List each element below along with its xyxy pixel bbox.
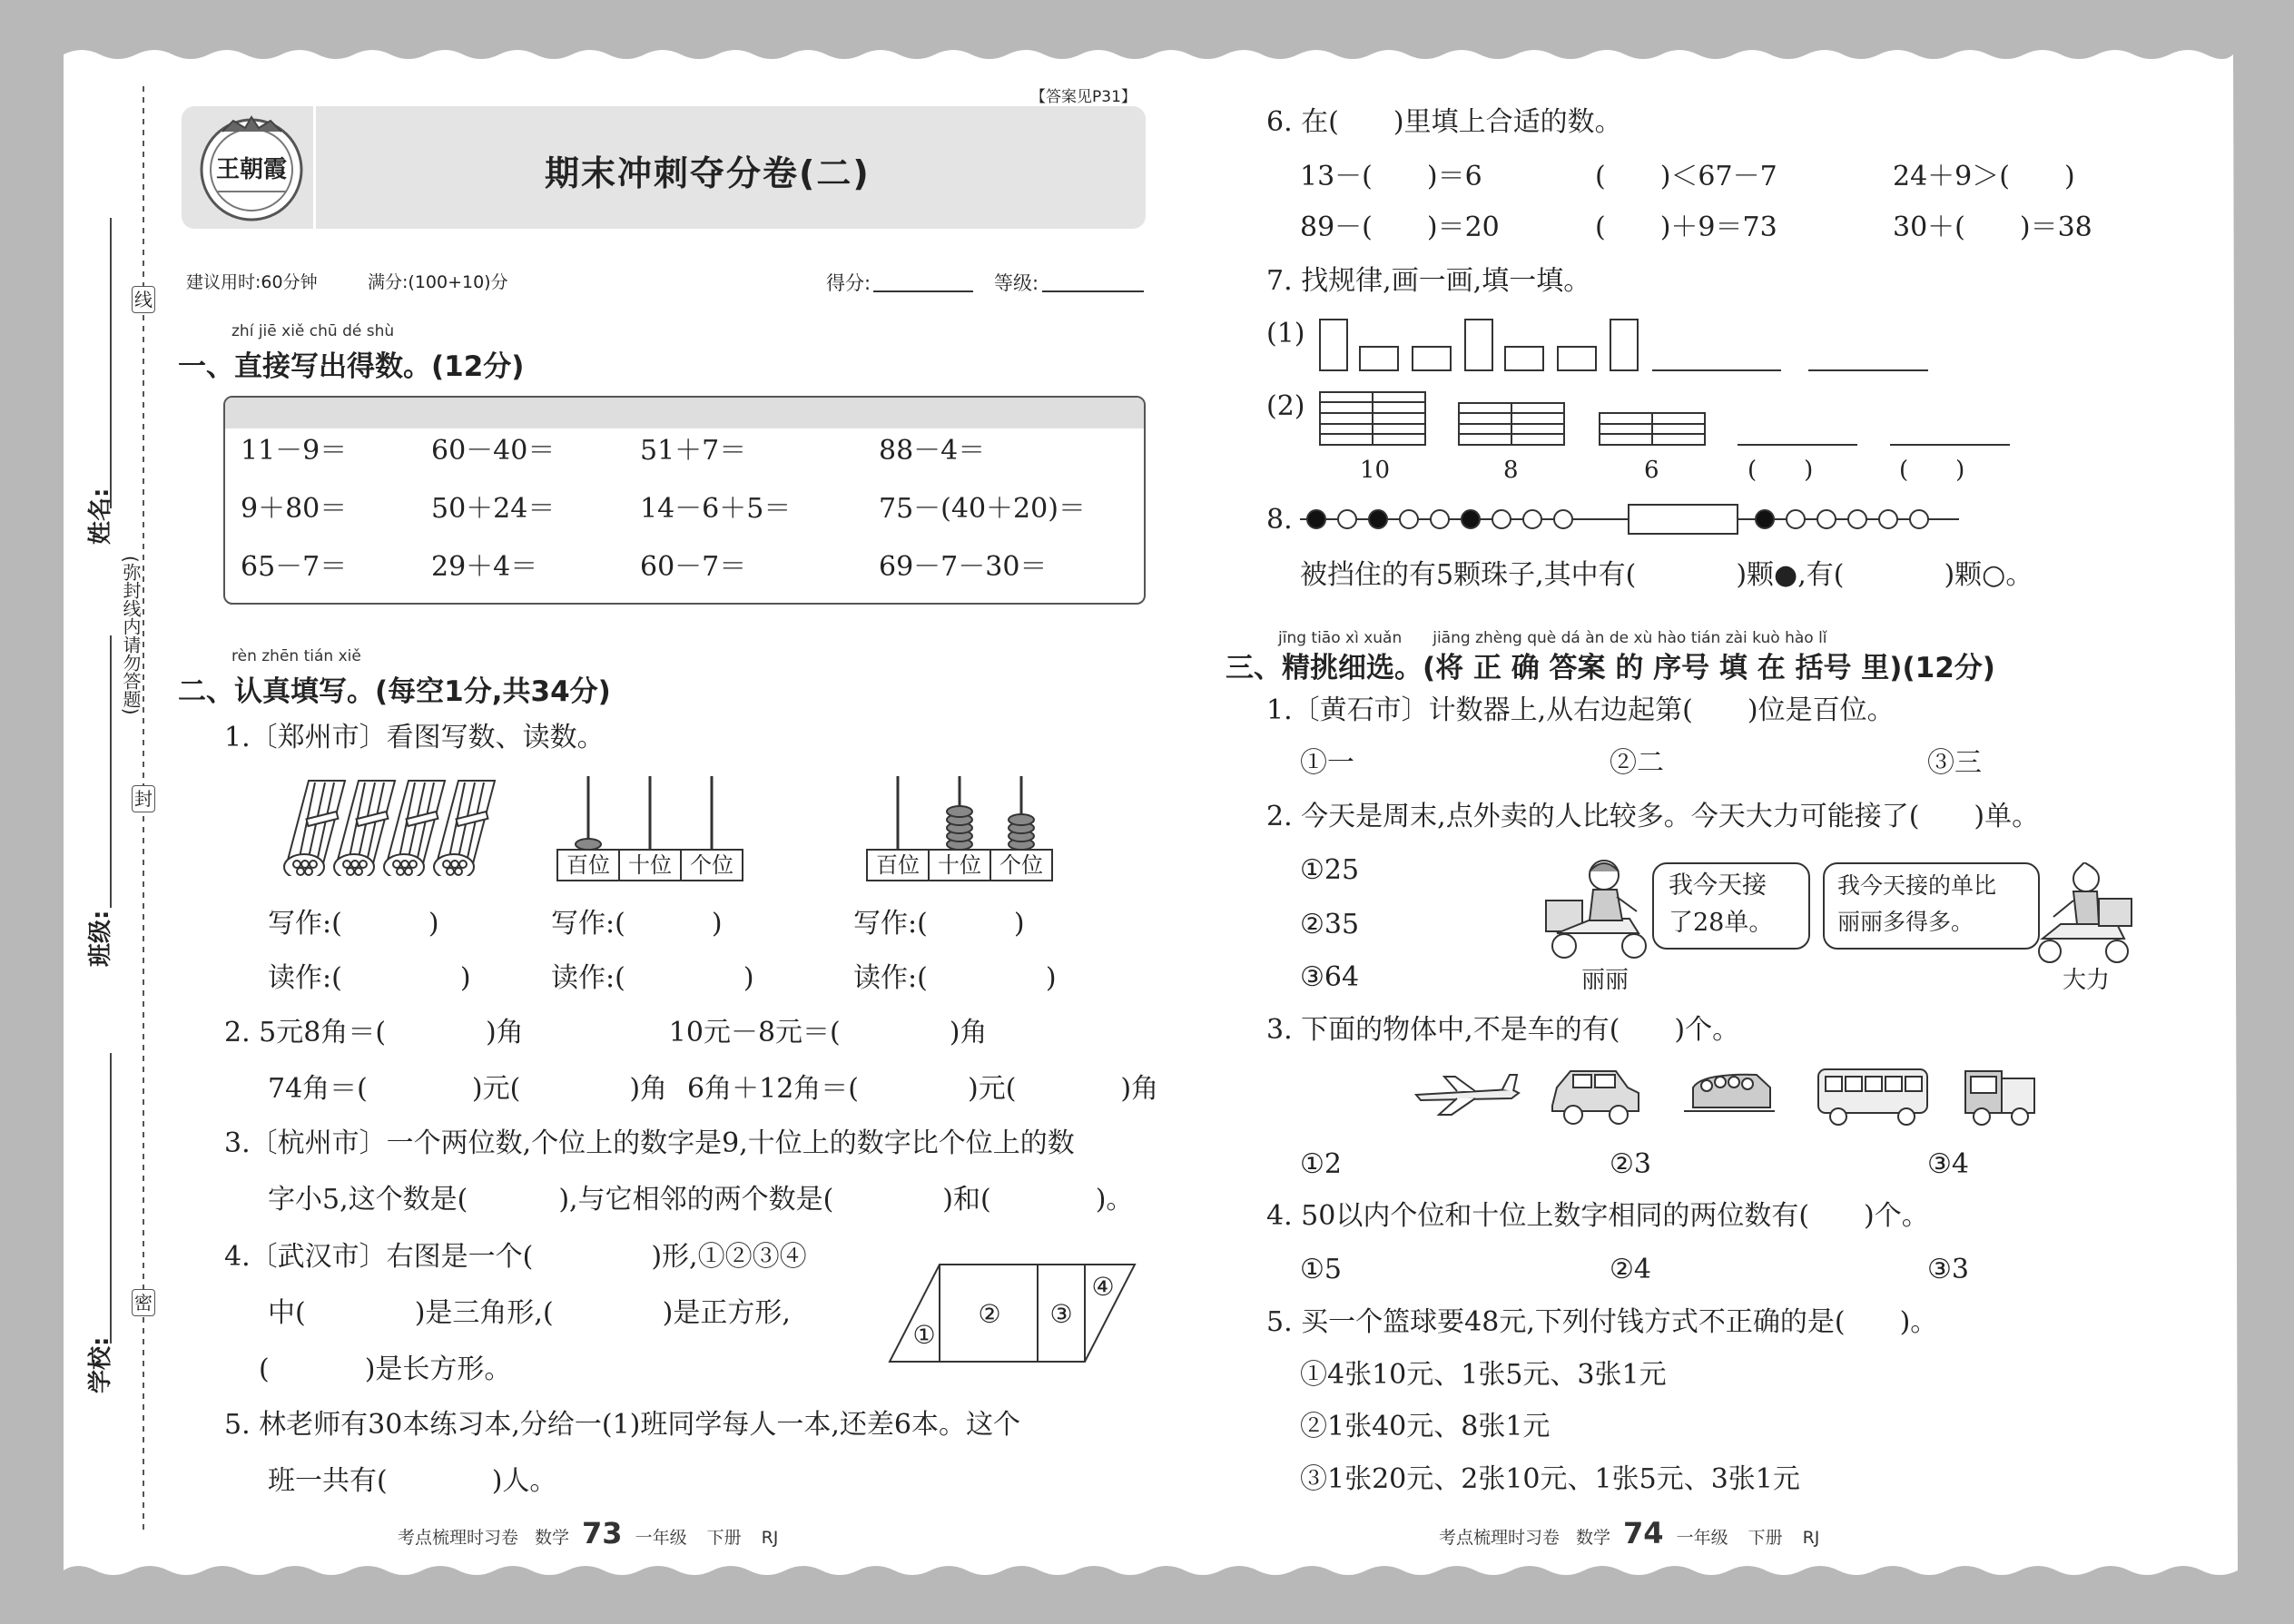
section3-title: 三、精挑细选。(将 正 确 答案 的 序号 填 在 括号 里)(12分)	[1226, 652, 1995, 684]
math-item[interactable]: 69－7－30＝	[879, 551, 1048, 583]
title-banner-divider	[313, 106, 316, 229]
section3-pinyin: jīng tiāo xì xuǎn jiāng zhèng què dá àn de xù hào tián zài kuò hào lǐ	[1278, 629, 1827, 647]
q6-item-3[interactable]: 24＋9＞( )	[1893, 161, 2075, 192]
sidebar-line-mark: 线	[132, 286, 155, 313]
math-item[interactable]: 11－9＝	[241, 435, 348, 467]
q1-write-1[interactable]: 写作:( )	[268, 908, 439, 940]
q4-line2[interactable]: 中( )是三角形,( )是正方形,	[268, 1297, 791, 1329]
s3-q4-title: 4. 50以内个位和十位上数字相同的两位数有( )个。	[1266, 1200, 1929, 1232]
svg-text:王朝霞: 王朝霞	[215, 156, 288, 183]
full-score: 满分:(100+10)分	[368, 272, 508, 292]
s3-q3-title: 3. 下面的物体中,不是车的有( )个。	[1266, 1014, 1740, 1046]
s3-q1-option-2[interactable]: ②二	[1610, 747, 1664, 779]
vehicles-image	[1412, 1060, 2038, 1128]
q7-number-2: 8	[1503, 457, 1519, 484]
q4-line1[interactable]: 4.〔武汉市〕右图是一个( )形,①②③④	[224, 1241, 807, 1273]
grade-label: 等级:	[994, 272, 1039, 294]
q4-shape-figure	[885, 1262, 1139, 1366]
grade-field[interactable]	[1042, 290, 1144, 292]
s3-q4-option-2[interactable]: ②4	[1610, 1254, 1651, 1285]
q4-line3[interactable]: ( )是长方形。	[259, 1353, 512, 1385]
page-number-right: 74	[1623, 1516, 1664, 1550]
q7-number-4[interactable]: ( )	[1748, 457, 1814, 484]
q7-pattern-1	[1318, 318, 1935, 374]
math-item[interactable]: 88－4＝	[879, 435, 986, 467]
section1-pinyin: zhí jiē xiě chū dé shù	[231, 322, 395, 340]
lili-speech-line2: 了28单。	[1669, 909, 1774, 937]
s3-q5-option-3[interactable]: ③1张20元、2张10元、1张5元、3张1元	[1300, 1463, 1800, 1495]
q2-line1[interactable]: 2. 5元8角＝( )角 10元－8元＝( )角	[224, 1017, 988, 1048]
q7-number-5[interactable]: ( )	[1899, 457, 1965, 484]
q7-title: 7. 找规律,画一画,填一填。	[1266, 265, 1591, 297]
s3-q1-option-3[interactable]: ③三	[1927, 747, 1982, 779]
q3-line2[interactable]: 字小5,这个数是( ),与它相邻的两个数是( )和( )。	[268, 1184, 1134, 1216]
abacus-2-image	[865, 772, 1056, 882]
q5-line1: 5. 林老师有30本练习本,分给一(1)班同学每人一本,还差6本。这个	[224, 1409, 1020, 1441]
q6-title: 6. 在( )里填上合适的数。	[1266, 106, 1622, 138]
class-label: 班级:	[87, 910, 114, 967]
page-number-left: 73	[582, 1516, 623, 1550]
section1-title: 一、直接写出得数。(12分)	[178, 350, 525, 383]
s3-q1-option-1[interactable]: ①一	[1300, 747, 1354, 779]
q1-write-2[interactable]: 写作:( )	[551, 908, 723, 940]
s3-q4-option-3[interactable]: ③3	[1927, 1254, 1969, 1285]
abacus1-tens-label: 十位	[628, 852, 672, 878]
math-item[interactable]: 60－7＝	[640, 551, 747, 583]
abacus2-tens-label: 十位	[938, 852, 981, 878]
delivery-rider-lili-image	[1539, 855, 1657, 964]
s3-q2-option-1[interactable]: ①25	[1300, 854, 1360, 886]
q6-item-5[interactable]: ( )＋9＝73	[1595, 212, 1777, 243]
page-title: 期末冲刺夺分卷(二)	[545, 153, 871, 193]
footer-left: 考点梳理时习卷 数学 73 一年级 下册 RJ	[398, 1516, 779, 1550]
lili-name: 丽丽	[1581, 967, 1629, 994]
suggest-time: 建议用时:60分钟	[186, 272, 318, 292]
q6-item-4[interactable]: 89－( )＝20	[1300, 212, 1500, 243]
q3-line1: 3.〔杭州市〕一个两位数,个位上的数字是9,十位上的数字比个位上的数	[224, 1127, 1075, 1159]
s3-q3-option-3[interactable]: ③4	[1927, 1148, 1969, 1180]
q1-read-1[interactable]: 读作:( )	[268, 962, 471, 994]
abacus1-hundreds-label: 百位	[566, 852, 610, 878]
abacus2-hundreds-label: 百位	[876, 852, 920, 878]
q8-bead-string	[1296, 501, 1959, 537]
sidebar-seal-mark: 封	[132, 785, 155, 812]
section2-title: 二、认真填写。(每空1分,共34分)	[178, 675, 611, 708]
math-item[interactable]: 75－(40＋20)＝	[879, 493, 1086, 525]
seal-notice: (弥封线内请勿答题)	[120, 556, 142, 715]
s3-q2-option-2[interactable]: ②35	[1300, 909, 1360, 940]
math-item[interactable]: 50＋24＝	[431, 493, 556, 525]
math-item[interactable]: 29＋4＝	[431, 551, 538, 583]
lili-speech-line1: 我今天接	[1669, 871, 1767, 900]
q1-read-3[interactable]: 读作:( )	[853, 962, 1057, 994]
brand-logo	[195, 113, 309, 222]
math-item[interactable]: 9＋80＝	[241, 493, 348, 525]
q6-item-2[interactable]: ( )＜67－7	[1595, 161, 1777, 192]
abacus1-ones-label: 个位	[690, 852, 733, 878]
q5-line2[interactable]: 班一共有( )人。	[268, 1465, 557, 1497]
s3-q3-option-1[interactable]: ①2	[1300, 1148, 1342, 1180]
q7-number-1: 10	[1360, 457, 1391, 484]
q4-label-1: ①	[912, 1320, 936, 1350]
dali-name: 大力	[2063, 967, 2111, 994]
section2-pinyin: rèn zhēn tián xiě	[231, 647, 361, 665]
footer-right: 考点梳理时习卷 数学 74 一年级 下册 RJ	[1439, 1516, 1820, 1550]
q8-number: 8.	[1266, 504, 1293, 536]
score-label: 得分:	[826, 272, 871, 294]
math-item[interactable]: 60－40＝	[431, 435, 556, 467]
q7-pattern-2	[1318, 390, 2017, 449]
delivery-rider-dali-image	[2033, 862, 2138, 967]
dali-speech-line2: 丽丽多得多。	[1837, 909, 1974, 935]
q4-label-2: ②	[978, 1299, 1001, 1329]
q4-label-3: ③	[1049, 1299, 1073, 1329]
q6-item-1[interactable]: 13－( )＝6	[1300, 161, 1482, 192]
s3-q5-title: 5. 买一个篮球要48元,下列付钱方式不正确的是( )。	[1266, 1306, 1938, 1338]
q2-line2[interactable]: 74角＝( )元( )角 6角＋12角＝( )元( )角	[268, 1073, 1159, 1105]
q1-read-2[interactable]: 读作:( )	[551, 962, 754, 994]
q4-label-4: ④	[1091, 1272, 1115, 1302]
s3-q3-option-2[interactable]: ②3	[1610, 1148, 1651, 1180]
school-label: 学校:	[87, 1336, 114, 1393]
answer-reference: 【答案见P31】	[1030, 88, 1137, 106]
math-item[interactable]: 51＋7＝	[640, 435, 747, 467]
q1-write-3[interactable]: 写作:( )	[853, 908, 1025, 940]
q7-part1-label: (1)	[1266, 318, 1305, 349]
stick-bundles-image	[272, 772, 499, 876]
s3-q4-option-1[interactable]: ①5	[1300, 1254, 1342, 1285]
q1-title: 1.〔郑州市〕看图写数、读数。	[224, 722, 605, 753]
name-label: 姓名:	[87, 487, 114, 545]
math-item[interactable]: 65－7＝	[241, 551, 348, 583]
s3-q5-option-1[interactable]: ①4张10元、1张5元、3张1元	[1300, 1359, 1667, 1391]
abacus2-ones-label: 个位	[999, 852, 1043, 878]
sidebar-dense-mark: 密	[132, 1289, 155, 1316]
q6-item-6[interactable]: 30＋( )＝38	[1893, 212, 2092, 243]
q7-number-3: 6	[1644, 457, 1659, 484]
q8-text[interactable]: 被挡住的有5颗珠子,其中有( )颗●,有( )颗○。	[1300, 559, 2033, 591]
dali-speech-line1: 我今天接的单比	[1837, 872, 1997, 899]
abacus-1-image	[556, 772, 746, 882]
s3-q5-option-2[interactable]: ②1张40元、8张1元	[1300, 1411, 1551, 1442]
q7-part2-label: (2)	[1266, 390, 1305, 422]
math-item[interactable]: 14－6＋5＝	[640, 493, 792, 525]
s3-q2-option-3[interactable]: ③64	[1300, 961, 1360, 993]
s3-q2-title: 2. 今天是周末,点外卖的人比较多。今天大力可能接了( )单。	[1266, 801, 2040, 832]
s3-q1-title: 1.〔黄石市〕计数器上,从右边起第( )位是百位。	[1266, 694, 1895, 726]
score-field[interactable]	[873, 290, 973, 292]
